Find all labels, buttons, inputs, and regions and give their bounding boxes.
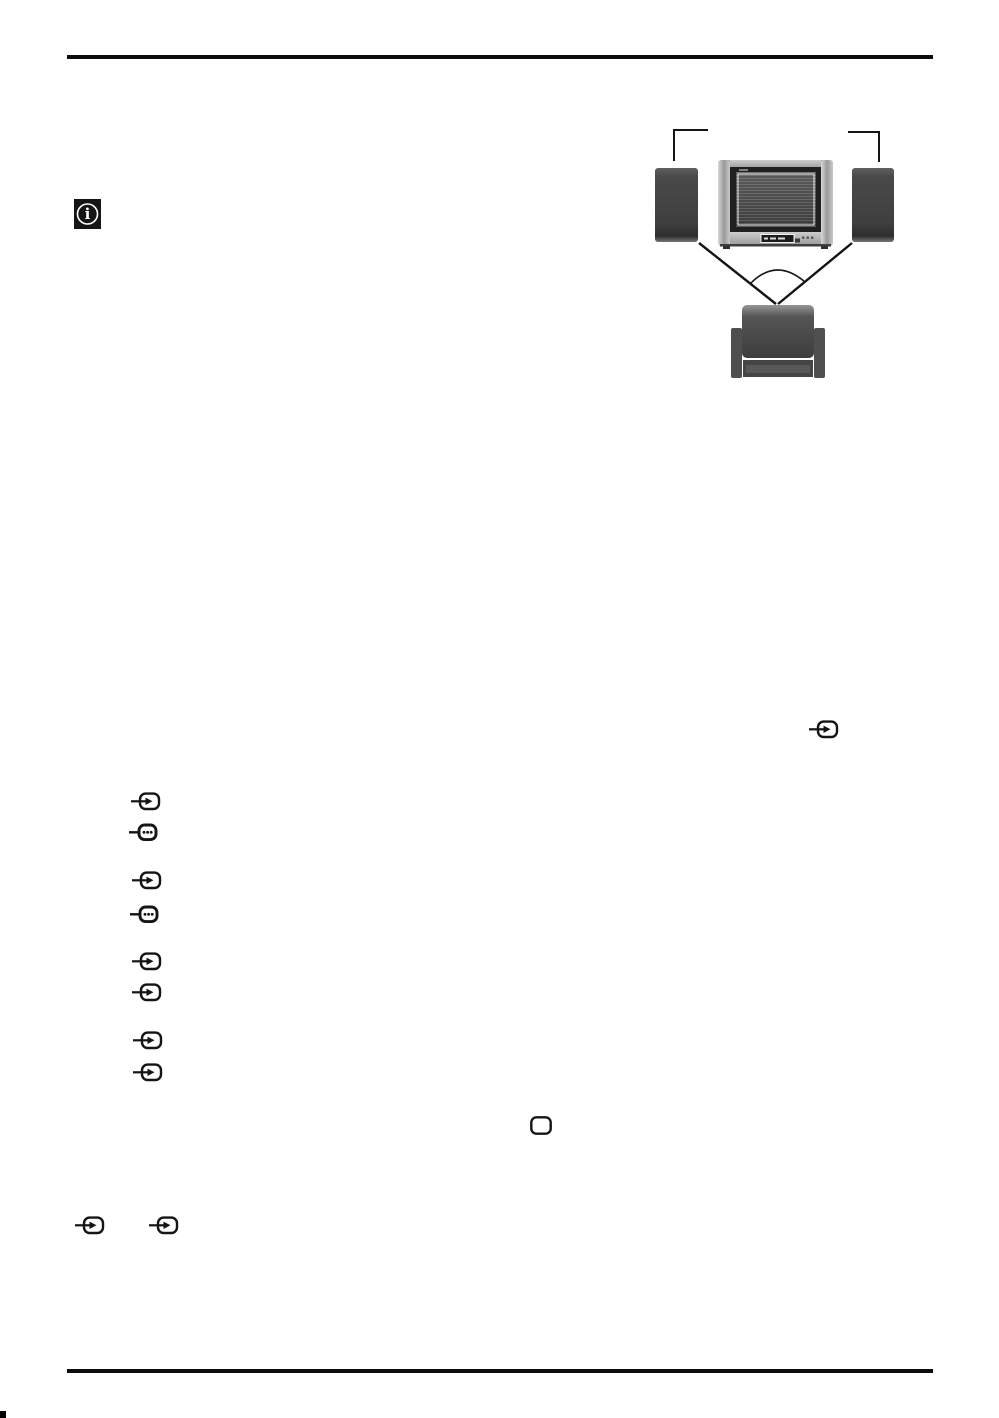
input-connector-icon bbox=[149, 1215, 179, 1235]
tv-panel-dot bbox=[811, 237, 813, 239]
tv-panel-button bbox=[770, 238, 776, 240]
info-icon bbox=[74, 199, 101, 229]
io-connector-icon bbox=[129, 822, 159, 842]
tv-right-pillar bbox=[821, 160, 833, 246]
tv-panel-dot bbox=[807, 237, 809, 239]
viewing-angle-arc bbox=[750, 270, 805, 284]
info-icon-glyph bbox=[74, 199, 101, 229]
input-connector-icon bbox=[131, 791, 161, 811]
tv-bottom-strip bbox=[720, 244, 831, 247]
tv-foot-right bbox=[821, 246, 828, 249]
tv-panel-button bbox=[778, 238, 785, 240]
input-connector-icon bbox=[75, 1215, 105, 1235]
viewing-angle-line-right bbox=[778, 243, 852, 304]
tv-panel-knob bbox=[795, 239, 800, 243]
tv-logo-mark bbox=[739, 169, 748, 171]
tv-screen-sheen bbox=[736, 172, 816, 227]
input-connector-icon bbox=[809, 719, 839, 739]
input-connector-icon bbox=[132, 982, 162, 1002]
armchair-backrest bbox=[742, 305, 814, 358]
top-rule bbox=[67, 55, 933, 59]
tv-top-band bbox=[730, 160, 821, 168]
bottom-rule bbox=[67, 1369, 933, 1373]
right-speaker bbox=[852, 168, 894, 242]
left-speaker-callout-line bbox=[674, 130, 708, 161]
io-connector-icon bbox=[130, 904, 160, 924]
input-connector-icon bbox=[133, 1062, 163, 1082]
armchair-left-armrest bbox=[731, 328, 742, 378]
tv-front-view bbox=[718, 160, 833, 249]
scan-corner-mark bbox=[0, 1411, 6, 1418]
tv-panel-dot bbox=[802, 237, 804, 239]
tv-panel-button bbox=[764, 238, 768, 240]
input-connector-icon bbox=[132, 951, 162, 971]
armchair-right-armrest bbox=[814, 328, 825, 378]
rounded-rect-connector-icon bbox=[530, 1116, 552, 1135]
tv-left-pillar bbox=[718, 160, 730, 246]
tv-foot-left bbox=[723, 246, 730, 249]
armchair-gap bbox=[742, 358, 814, 360]
right-speaker-callout-line bbox=[848, 132, 879, 162]
armchair-rear-view bbox=[731, 305, 825, 378]
input-connector-icon bbox=[133, 1030, 163, 1050]
speaker-placement-diagram bbox=[640, 113, 910, 385]
left-speaker bbox=[655, 168, 698, 242]
info-glyph-text: i bbox=[84, 205, 91, 224]
armchair-seat-band bbox=[746, 365, 810, 373]
input-connector-icon bbox=[132, 870, 162, 890]
